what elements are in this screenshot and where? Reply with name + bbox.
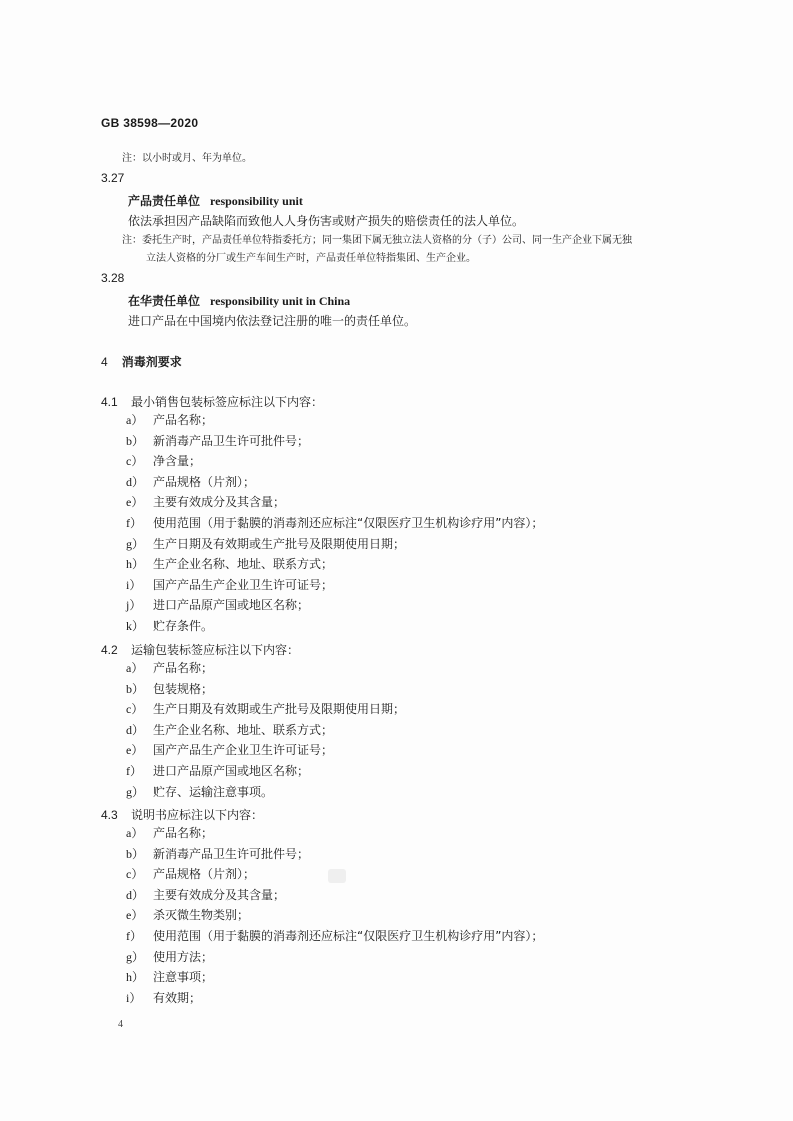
list-item (126, 740, 405, 761)
item-label: g） (126, 949, 145, 964)
item-label: e） (126, 495, 144, 510)
item-label: d） (126, 722, 145, 737)
item-label: b） (126, 681, 145, 696)
term-3-28-cn: 在华责任单位 (128, 294, 201, 308)
list-item (126, 431, 543, 452)
list-item (126, 947, 543, 968)
section-4-title (101, 353, 182, 370)
list-item (126, 967, 543, 988)
note-3-27 (122, 232, 712, 268)
list-item (126, 451, 543, 472)
list-item (126, 699, 405, 720)
clause-4-2-list (126, 658, 405, 802)
item-label: g） (126, 784, 145, 799)
list-item (126, 554, 543, 575)
standard-number-header: GB 38598—2020 (101, 116, 199, 130)
list-item (126, 905, 543, 926)
item-label: k） (126, 618, 145, 633)
item-text: 使用方法； (153, 949, 214, 964)
item-text: 净含量； (153, 454, 202, 469)
item-label: c） (126, 454, 144, 469)
item-text: 产品名称； (153, 661, 214, 675)
item-text: 生产日期及有效期或生产批号及限期使用日期； (153, 536, 406, 551)
item-text: 新消毒产品卫生许可批件号； (153, 433, 310, 448)
item-text: 产品规格（片剂）； (153, 474, 256, 489)
item-label: c） (126, 867, 144, 882)
clause-4-1-text: 最小销售包装标签应标注以下内容： (131, 395, 324, 409)
list-item (126, 926, 543, 947)
item-label: e） (126, 743, 144, 758)
list-item (126, 782, 405, 803)
clause-number-3-27: 3.27 (101, 171, 125, 185)
item-label: f） (126, 928, 142, 943)
page-number: 4 (118, 1019, 123, 1030)
item-text: 使用范围（用于黏膜的消毒剂还应标注“仅限医疗卫生机构诊疗用”内容）； (153, 928, 544, 943)
item-label: j） (126, 598, 142, 613)
list-item (126, 761, 405, 782)
item-text: 包装规格； (153, 681, 214, 696)
list-item (126, 679, 405, 700)
item-text: 产品名称； (153, 826, 214, 840)
list-item (126, 534, 543, 555)
unit-note: 注：以小时或月、年为单位。 (122, 153, 252, 164)
list-item (126, 720, 405, 741)
list-item (126, 595, 543, 616)
term-3-27 (128, 192, 303, 209)
item-label: h） (126, 970, 145, 985)
item-text: 国产产品生产企业卫生许可证号； (153, 577, 334, 592)
item-text: 贮存、运输注意事项。 (153, 784, 274, 799)
item-label: g） (126, 536, 145, 551)
scan-smudge (328, 869, 346, 883)
item-label: d） (126, 474, 145, 489)
item-text: 生产企业名称、地址、联系方式； (153, 557, 334, 572)
clause-4-3-number: 4.3 (101, 808, 118, 822)
item-text: 生产企业名称、地址、联系方式； (153, 722, 334, 737)
item-text: 有效期； (153, 990, 202, 1005)
list-item (126, 492, 543, 513)
section-4-number: 4 (101, 355, 108, 369)
list-item (126, 988, 543, 1009)
item-text: 国产产品生产企业卫生许可证号； (153, 743, 334, 758)
item-label: f） (126, 763, 142, 778)
item-text: 使用范围（用于黏膜的消毒剂还应标注“仅限医疗卫生机构诊疗用”内容）； (153, 515, 544, 530)
item-label: b） (126, 433, 145, 448)
item-text: 主要有效成分及其含量； (153, 887, 286, 902)
item-text: 新消毒产品卫生许可批件号； (153, 846, 310, 861)
item-label: i） (126, 990, 142, 1005)
clause-4-2-number: 4.2 (101, 643, 118, 657)
note-3-27-line1: 注：委托生产时，产品责任单位特指委托方；同一集团下属无独立法人资格的分（子）公司、同一生产企业下属无独 (122, 235, 632, 246)
item-label: c） (126, 702, 144, 717)
definition-3-27: 依法承担因产品缺陷而致他人人身伤害或财产损失的赔偿责任的法人单位。 (128, 214, 525, 228)
list-item (126, 513, 543, 534)
clause-4-1-number: 4.1 (101, 395, 118, 409)
clause-number-3-28: 3.28 (101, 271, 125, 285)
list-item (126, 472, 543, 493)
clause-4-3-text: 说明书应标注以下内容： (131, 808, 264, 822)
item-label: f） (126, 515, 142, 530)
term-3-27-cn: 产品责任单位 (128, 194, 201, 208)
item-label: h） (126, 557, 145, 572)
item-text: 进口产品原产国或地区名称； (153, 598, 310, 613)
item-label: a） (126, 661, 144, 675)
item-text: 进口产品原产国或地区名称； (153, 763, 310, 778)
clause-4-1 (101, 393, 323, 410)
list-item (126, 575, 543, 596)
section-4-heading: 消毒剂要求 (121, 355, 182, 369)
item-label: a） (126, 413, 144, 427)
item-text: 贮存条件。 (153, 618, 214, 633)
item-text: 产品规格（片剂）； (153, 867, 256, 882)
list-item (126, 844, 543, 865)
note-3-27-line2: 立法人资格的分厂或生产车间生产时，产品责任单位特指集团、生产企业。 (146, 253, 476, 264)
list-item (126, 616, 543, 637)
term-3-28-en: responsibility unit in China (210, 294, 351, 308)
item-label: e） (126, 908, 144, 923)
clause-4-1-list (126, 410, 543, 637)
definition-3-28: 进口产品在中国境内依法登记注册的唯一的责任单位。 (128, 314, 417, 328)
item-label: a） (126, 826, 144, 840)
list-item (126, 658, 405, 679)
item-text: 生产日期及有效期或生产批号及限期使用日期； (153, 702, 406, 717)
clause-4-2-text: 运输包装标签应标注以下内容： (131, 643, 300, 657)
item-text: 杀灭微生物类别； (153, 908, 250, 923)
clause-4-2 (101, 641, 299, 658)
term-3-27-en: responsibility unit (210, 194, 303, 208)
clause-4-3-list (126, 823, 543, 1008)
clause-4-3 (101, 806, 263, 823)
item-text: 注意事项； (153, 970, 214, 985)
item-label: d） (126, 887, 145, 902)
list-item (126, 885, 543, 906)
item-label: b） (126, 846, 145, 861)
item-text: 产品名称； (153, 413, 214, 427)
list-item (126, 823, 543, 844)
item-label: i） (126, 577, 142, 592)
list-item (126, 410, 543, 431)
term-3-28 (128, 292, 350, 309)
item-text: 主要有效成分及其含量； (153, 495, 286, 510)
